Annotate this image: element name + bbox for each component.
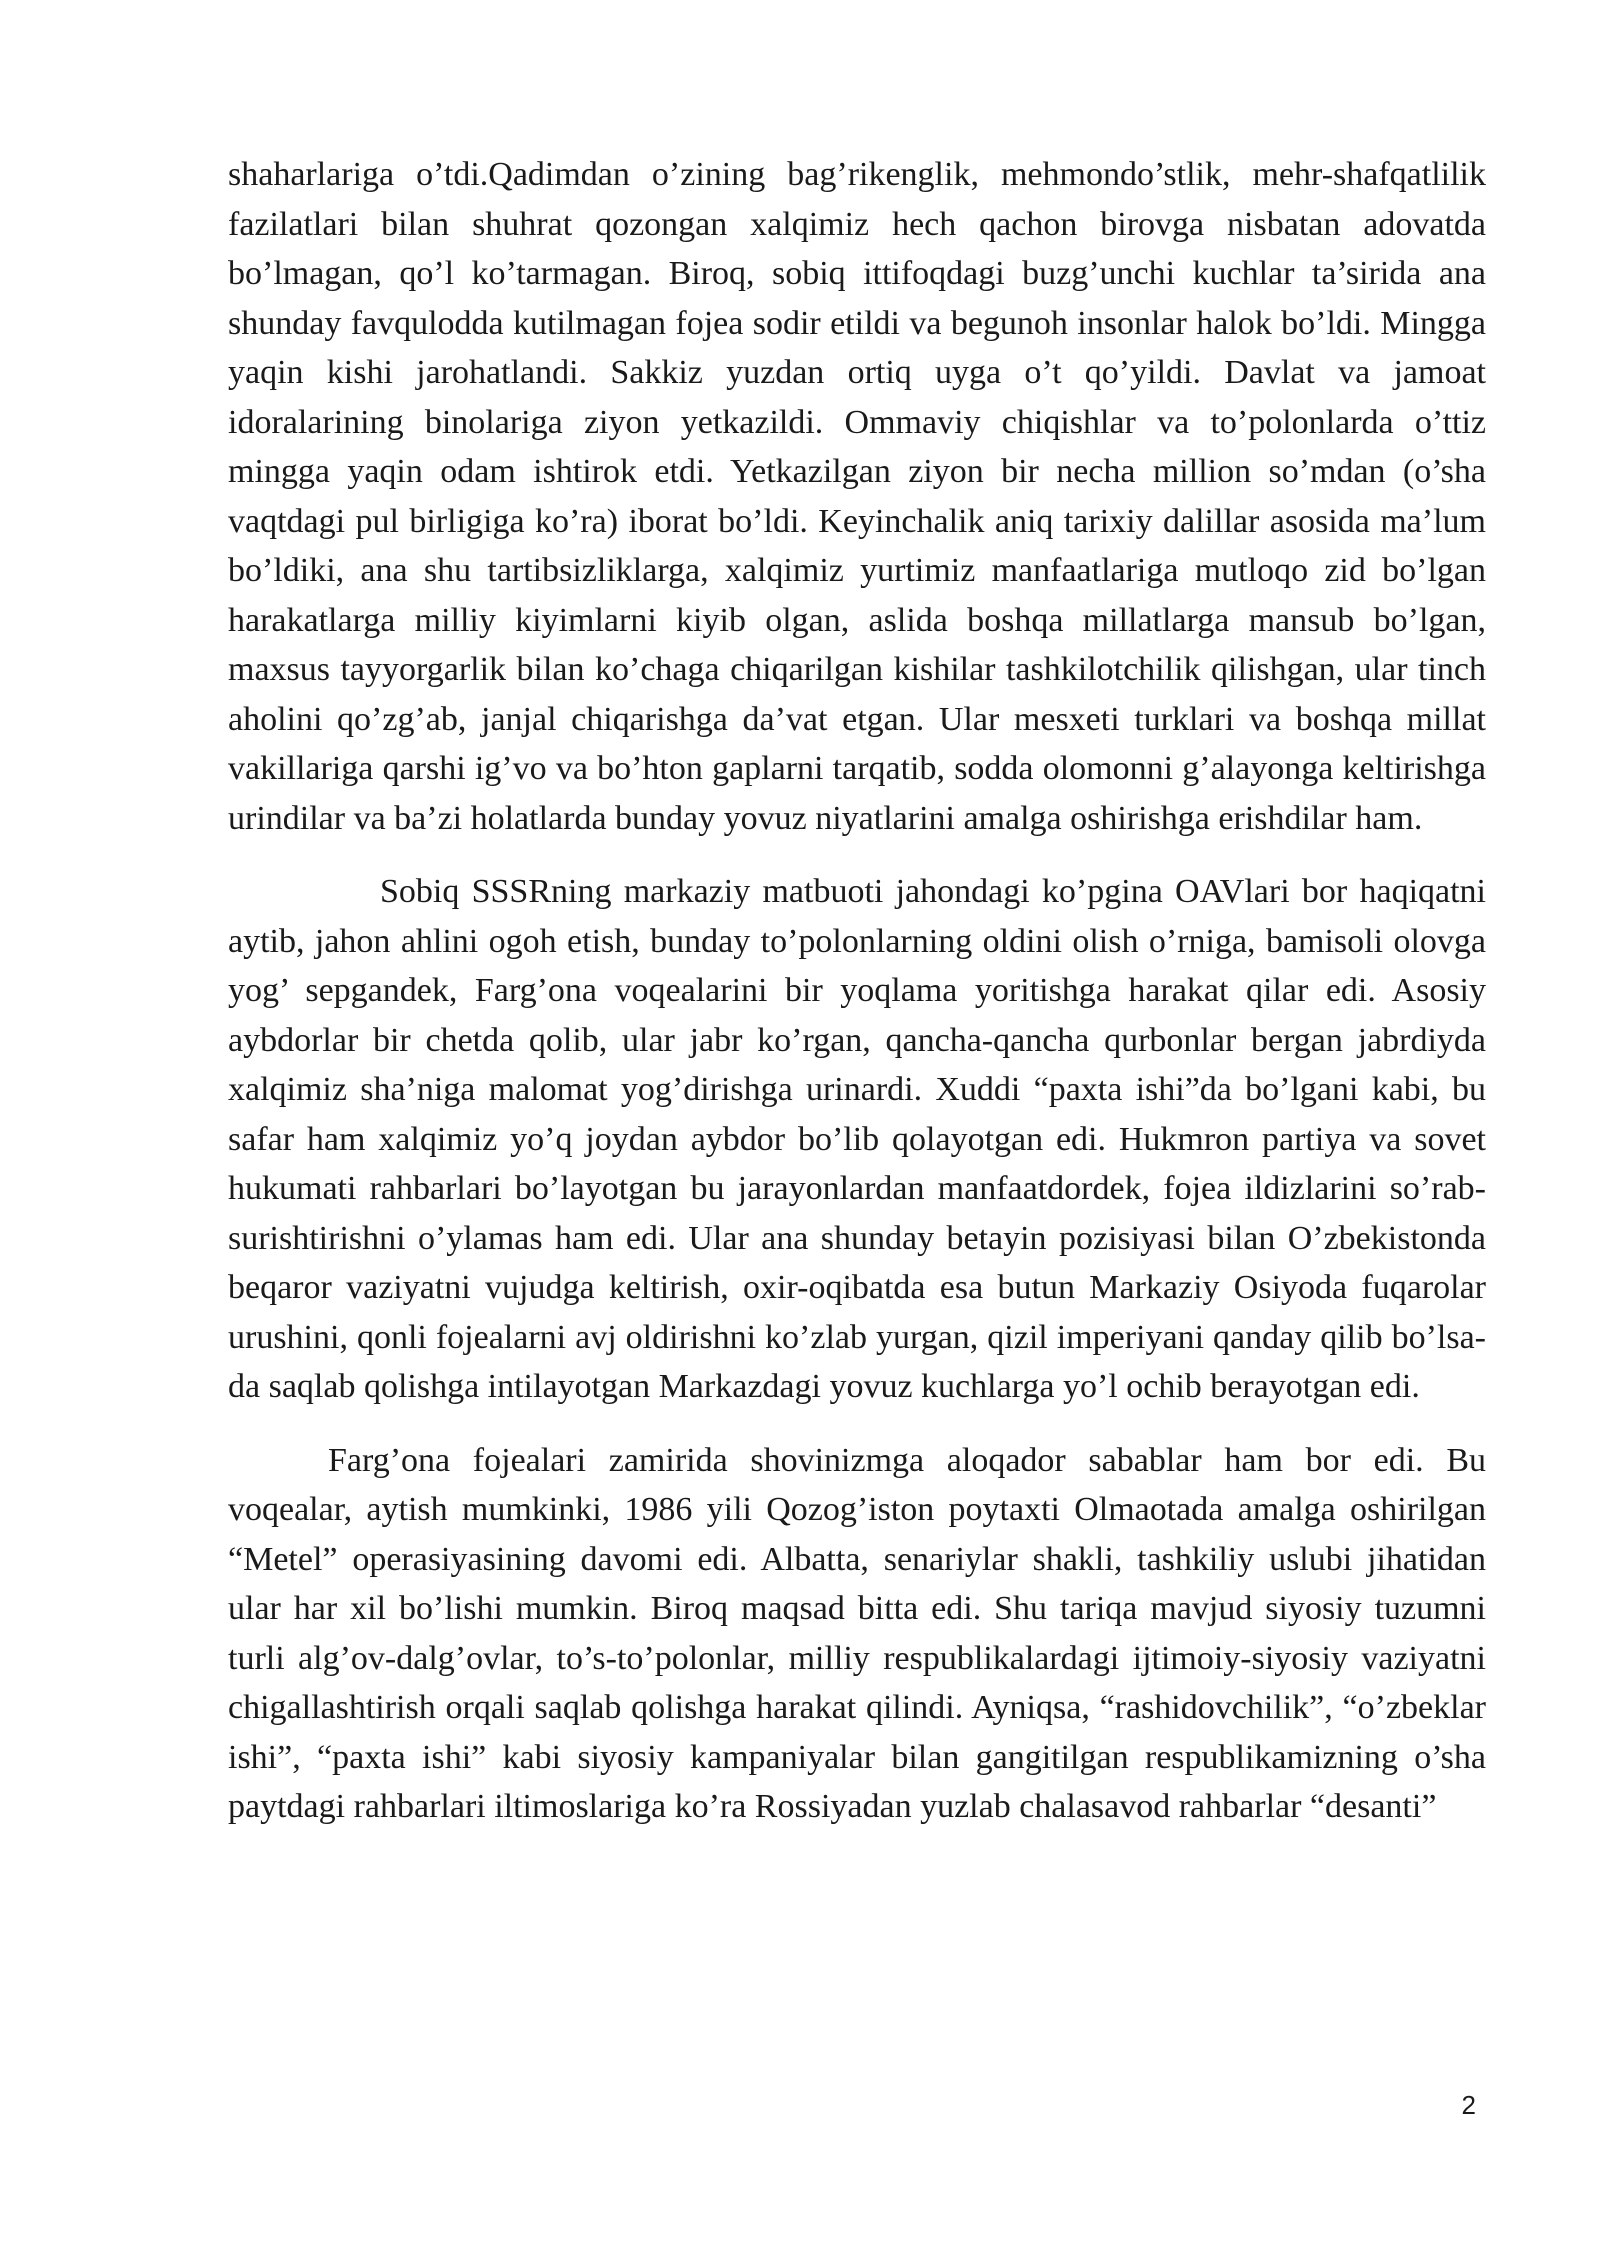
document-body [228,150,1486,1832]
paragraph-2: Sobiq SSSRning markaziy matbuoti jahondagi ko’pgina OAVlari bor haqiqatni aytib, jahon ahlini ogoh etish, bunday to’polonlarning oldini olish o’rniga, bamisoli olovga yog’ sepgandek, Farg’ona voqealarini bir yoqlama yoritishga harakat qilar edi. Asosiy aybdorlar bir chetda qolib, ular jabr ko’rgan, qancha-qancha qurbonlar bergan jabrdiyda xalqimiz sha’niga malomat yog’dirishga urinardi. Xuddi “paxta ishi”da bo’lgani kabi, bu safar ham xalqimiz yo’q joydan aybdor bo’lib qolayotgan edi. Hukmron partiya va sovet hukumati rahbarlari bo’layotgan bu jarayonlardan manfaatdordek, fojea ildizlarini so’rab-surishtirishni o’ylamas ham edi. Ular ana shunday betayin pozisiyasi bilan O’zbekistonda beqaror vaziyatni vujudga keltirish, oxir-oqibatda esa butun Markaziy Osiyoda fuqarolar urushini, qonli fojealarni avj oldirishni ko’zlab yurgan, qizil imperiyani qanday qilib bo’lsa-da saqlab qolishga intilayotgan Markazdagi yovuz kuchlarga yo’l ochib berayotgan edi. [228,873,1486,1405]
paragraph-1: shaharlariga o’tdi.Qadimdan o’zining bag’rikenglik, mehmondo’stlik, mehr-shafqatlilik fazilatlari bilan shuhrat qozongan xalqimiz hech qachon birovga nisbatan adovatda bo’lmagan, qo’l ko’tarmagan. Biroq, sobiq ittifoqdagi buzg’unchi kuchlar ta’sirida ana shunday favqulodda kutilmagan fojea sodir etildi va begunoh insonlar halok bo’ldi. Mingga yaqin kishi jarohatlandi. Sakkiz yuzdan ortiq uyga o’t qo’yildi. Davlat va jamoat idoralarining binolariga ziyon yetkazildi. Ommaviy chiqishlar va to’polonlarda o’ttiz mingga yaqin odam ishtirok etdi. Yetkazilgan ziyon bir necha million so’mdan (o’sha vaqtdagi pul birligiga ko’ra) iborat bo’ldi. Keyinchalik aniq tarixiy dalillar asosida ma’lum bo’ldiki, ana shu tartibsizliklarga, xalqimiz yurtimiz manfaatlariga mutloqo zid bo’lgan harakatlarga milliy kiyimlarni kiyib olgan, aslida boshqa millatlarga mansub bo’lgan, maxsus tayyorgarlik bilan ko’chaga chiqarilgan kishilar tashkilotchilik qilishgan, ular tinch aholini qo’zg’ab, janjal chiqarishga da’vat etgan. Ular mesxeti turklari va boshqa millat vakillariga qarshi ig’vo va bo’hton gaplarni tarqatib, sodda olomonni g’alayonga keltirishga urindilar va ba’zi holatlarda bunday yovuz niyatlarini amalga oshirishga erishdilar ham. [228,156,1486,837]
page-number: 2 [1461,2090,1476,2120]
paragraph-3: Farg’ona fojealari zamirida shovinizmga aloqador sabablar ham bor edi. Bu voqealar, aytish mumkinki, 1986 yili Qozog’iston poytaxti Olmaotada amalga oshirilgan “Metel” operasiyasining davomi edi. Albatta, senariylar shakli, tashkiliy uslubi jihatidan ular har xil bo’lishi mumkin. Biroq maqsad bitta edi. Shu tariqa mavjud siyosiy tuzumni turli alg’ov-dalg’ovlar, to’s-to’polonlar, milliy respublikalardagi ijtimoiy-siyosiy vaziyatni chigallashtirish orqali saqlab qolishga harakat qilindi. Ayniqsa, “rashidovchilik”, “o’zbeklar ishi”, “paxta ishi” kabi siyosiy kampaniyalar bilan gangitilgan respublikamizning o’sha paytdagi rahbarlari iltimoslariga ko’ra Rossiyadan yuzlab chalasavod rahbarlar “desanti” [228,1441,1486,1825]
